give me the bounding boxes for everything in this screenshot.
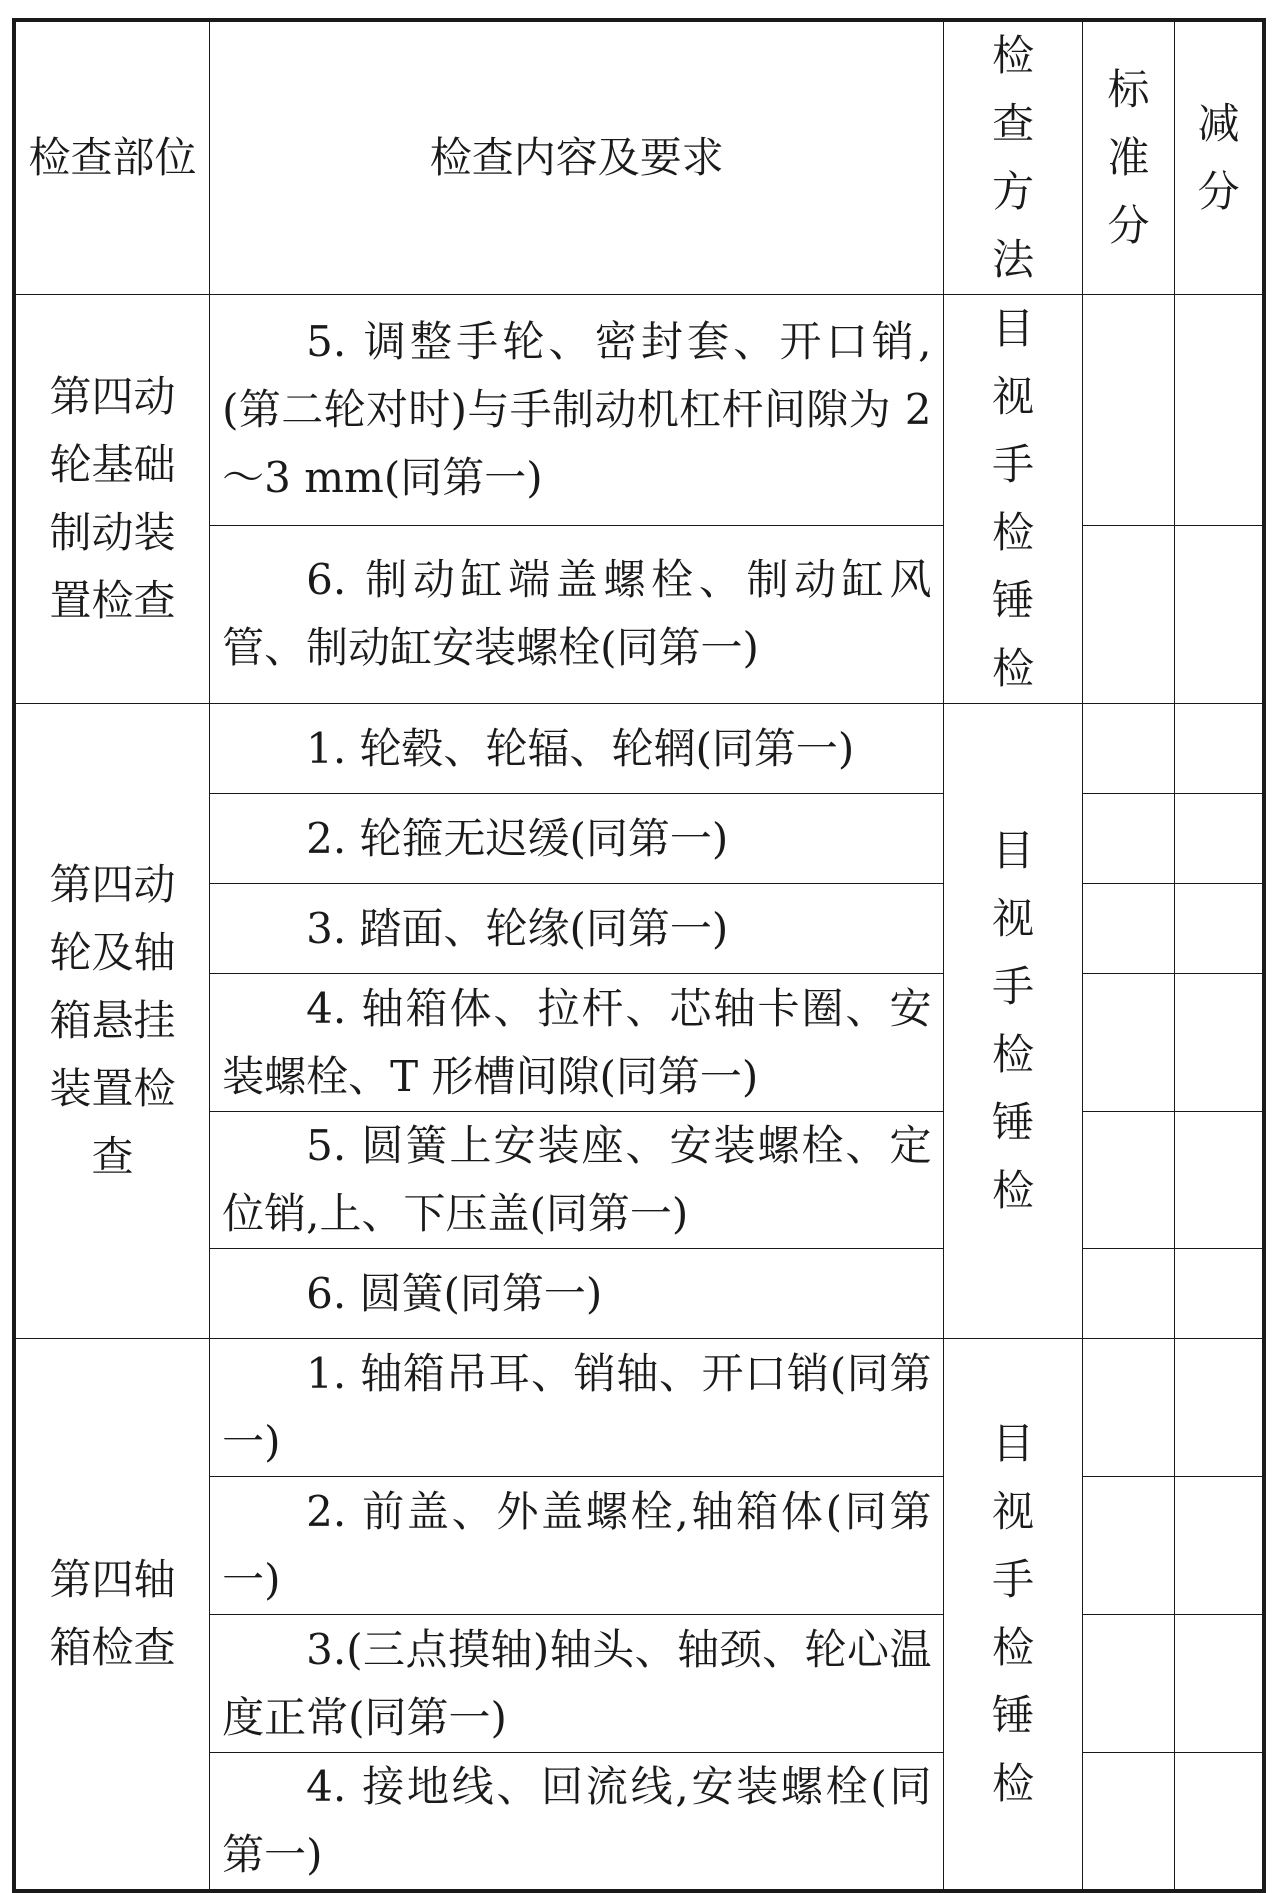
standard-score-cell — [1082, 1615, 1174, 1753]
item-content: 1. 轴箱吊耳、销轴、开口销(同第一) — [210, 1339, 944, 1477]
header-method: 检查方法 — [944, 20, 1082, 295]
standard-score-cell — [1082, 1112, 1174, 1249]
standard-score-cell — [1082, 884, 1174, 974]
table-row — [14, 1339, 1264, 1477]
section-part: 第四动轮及轴箱悬挂装置检查 — [14, 704, 210, 1339]
standard-score-cell — [1082, 1753, 1174, 1892]
item-content: 6. 圆簧(同第一) — [210, 1249, 944, 1339]
item-content: 2. 前盖、外盖螺栓,轴箱体(同第一) — [210, 1477, 944, 1615]
section-method: 目视手检锤检 — [944, 704, 1082, 1339]
deduct-score-cell — [1175, 1249, 1264, 1339]
header-content: 检查内容及要求 — [210, 20, 944, 295]
header-standard: 标准分 — [1082, 20, 1174, 295]
deduct-score-cell — [1175, 1477, 1264, 1615]
deduct-score-cell — [1175, 1112, 1264, 1249]
inspection-table-wrapper — [12, 18, 1266, 1893]
standard-score-cell — [1082, 1477, 1174, 1615]
deduct-score-cell — [1175, 794, 1264, 884]
standard-score-cell — [1082, 525, 1174, 703]
deduct-score-cell — [1175, 704, 1264, 794]
standard-score-cell — [1082, 1249, 1174, 1339]
deduct-score-cell — [1175, 884, 1264, 974]
item-content: 4. 接地线、回流线,安装螺栓(同第一) — [210, 1753, 944, 1892]
section-part: 第四动轮基础制动装置检查 — [14, 295, 210, 704]
item-content: 5. 调整手轮、密封套、开口销,(第二轮对时)与手制动机杠杆间隙为 2～3 mm(同第一) — [210, 295, 944, 526]
deduct-score-cell — [1175, 974, 1264, 1112]
deduct-score-cell — [1175, 1615, 1264, 1753]
header-deduct: 减分 — [1175, 20, 1264, 295]
section-part: 第四轴箱检查 — [14, 1339, 210, 1892]
deduct-score-cell — [1175, 295, 1264, 526]
item-content: 6. 制动缸端盖螺栓、制动缸风管、制动缸安装螺栓(同第一) — [210, 525, 944, 703]
item-content: 3.(三点摸轴)轴头、轴颈、轮心温度正常(同第一) — [210, 1615, 944, 1753]
standard-score-cell — [1082, 1339, 1174, 1477]
standard-score-cell — [1082, 704, 1174, 794]
deduct-score-cell — [1175, 525, 1264, 703]
section-method: 目视手检锤检 — [944, 295, 1082, 704]
inspection-table — [12, 18, 1266, 1893]
item-content: 5. 圆簧上安装座、安装螺栓、定位销,上、下压盖(同第一) — [210, 1112, 944, 1249]
standard-score-cell — [1082, 974, 1174, 1112]
item-content: 3. 踏面、轮缘(同第一) — [210, 884, 944, 974]
header-row — [14, 20, 1264, 295]
standard-score-cell — [1082, 295, 1174, 526]
item-content: 1. 轮毂、轮辐、轮辋(同第一) — [210, 704, 944, 794]
item-content: 4. 轴箱体、拉杆、芯轴卡圈、安装螺栓、T 形槽间隙(同第一) — [210, 974, 944, 1112]
deduct-score-cell — [1175, 1753, 1264, 1892]
table-row — [14, 704, 1264, 794]
deduct-score-cell — [1175, 1339, 1264, 1477]
header-part: 检查部位 — [14, 20, 210, 295]
item-content: 2. 轮箍无迟缓(同第一) — [210, 794, 944, 884]
standard-score-cell — [1082, 794, 1174, 884]
section-method: 目视手检锤检 — [944, 1339, 1082, 1892]
table-row — [14, 295, 1264, 526]
